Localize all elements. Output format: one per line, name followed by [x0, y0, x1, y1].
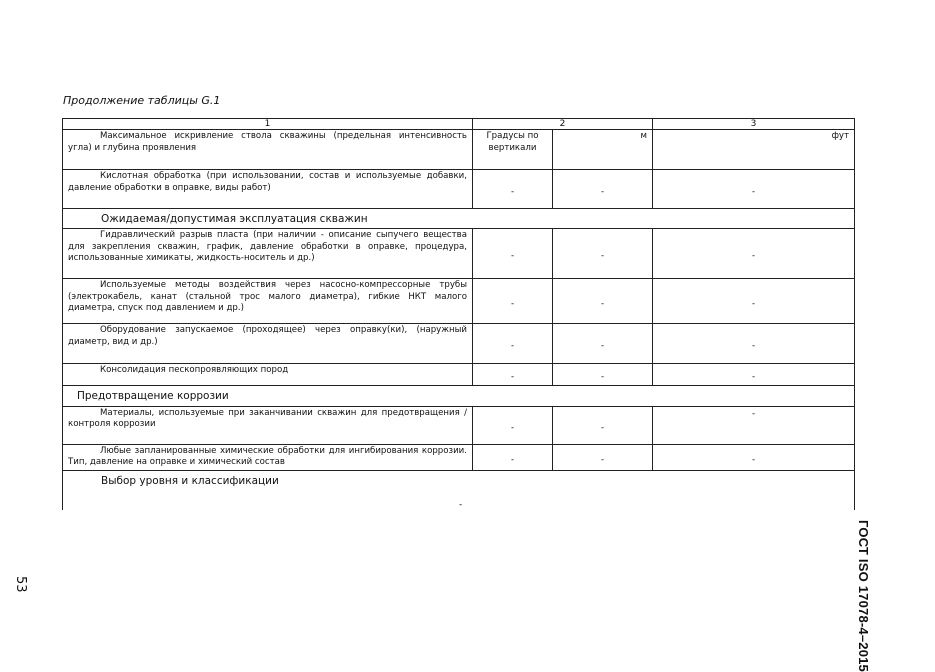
row-description: Материалы, используемые при заканчивании скважин для предотвращения /контроля коррозии [63, 406, 473, 444]
unit-meters: м [553, 130, 653, 170]
table-caption: Продолжение таблицы G.1 [63, 94, 221, 107]
row-value-2: - [553, 229, 653, 279]
row-value-3: - [653, 279, 855, 324]
row-value-3: - [653, 229, 855, 279]
row-value-1: - [473, 364, 553, 386]
row-value-1: - [473, 229, 553, 279]
data-table [62, 118, 855, 510]
table-row [63, 229, 855, 279]
table-row [63, 406, 855, 444]
row-description: Гидравлический разрыв пласта (при наличии - описание сыпучего вещества для закрепления скважин, график, давление обработки в оправке, процедура, использованные химикаты, жидкость-носитель и др.) [63, 229, 473, 279]
row-value-3: - [653, 324, 855, 364]
table-row [63, 444, 855, 470]
section-row [63, 209, 855, 229]
row-value-2: - [553, 279, 653, 324]
row-description: Любые запланированные химические обработки для ингибирования коррозии. Тип, давление на оправке и химический состав [63, 444, 473, 470]
row-value-2: - [553, 324, 653, 364]
row-value-1: - [473, 324, 553, 364]
header-col-3: 3 [653, 119, 855, 130]
row-value-2: - [553, 170, 653, 209]
row-value-2: - [553, 444, 653, 470]
section-title: Предотвращение коррозии [63, 385, 855, 406]
row-value-2: - [553, 364, 653, 386]
row-description: Используемые методы воздействия через насосно-компрессорные трубы (электрокабель, канат (стальной трос малого диаметра), гибкие НКТ малого диаметра, спуск под давлением и др.) [63, 279, 473, 324]
page-number: 53 [13, 576, 28, 593]
row-description: Консолидация пескопроявляющих пород [63, 364, 473, 386]
header-col-2: 2 [473, 119, 653, 130]
row-value-1: - [473, 279, 553, 324]
row-value-3: - [653, 364, 855, 386]
header-col-1: 1 [63, 119, 473, 130]
document-code: ГОСТ ISO 17078-4–2015 [856, 520, 871, 672]
stray-dash: - [459, 500, 463, 510]
unit-feet: фут [653, 130, 855, 170]
row-value-3: - [653, 444, 855, 470]
row-description: Максимальное искривление ствола скважины (предельная интенсивность угла) и глубина проявления [63, 130, 473, 170]
table-row [63, 170, 855, 209]
row-value-3: - [653, 406, 855, 444]
row-value-1: - [473, 444, 553, 470]
row-value-3: - [653, 170, 855, 209]
table-row [63, 279, 855, 324]
section-title: Ожидаемая/допустимая эксплуатация скважин [63, 209, 855, 229]
row-value-1: - [473, 170, 553, 209]
row-value-2: - [553, 406, 653, 444]
unit-degrees: Градусы по вертикали [473, 130, 553, 170]
row-value-1: - [473, 406, 553, 444]
header-row [63, 119, 855, 130]
units-row [63, 130, 855, 170]
row-description: Кислотная обработка (при использовании, состав и используемые добавки, давление обработки в оправке, виды работ) [63, 170, 473, 209]
table-row [63, 364, 855, 386]
row-description: Оборудование запускаемое (проходящее) через оправку(ки), (наружный диаметр, вид и др.) [63, 324, 473, 364]
section-row [63, 385, 855, 406]
section-title: Выбор уровня и классификации [63, 470, 855, 510]
table-row [63, 324, 855, 364]
